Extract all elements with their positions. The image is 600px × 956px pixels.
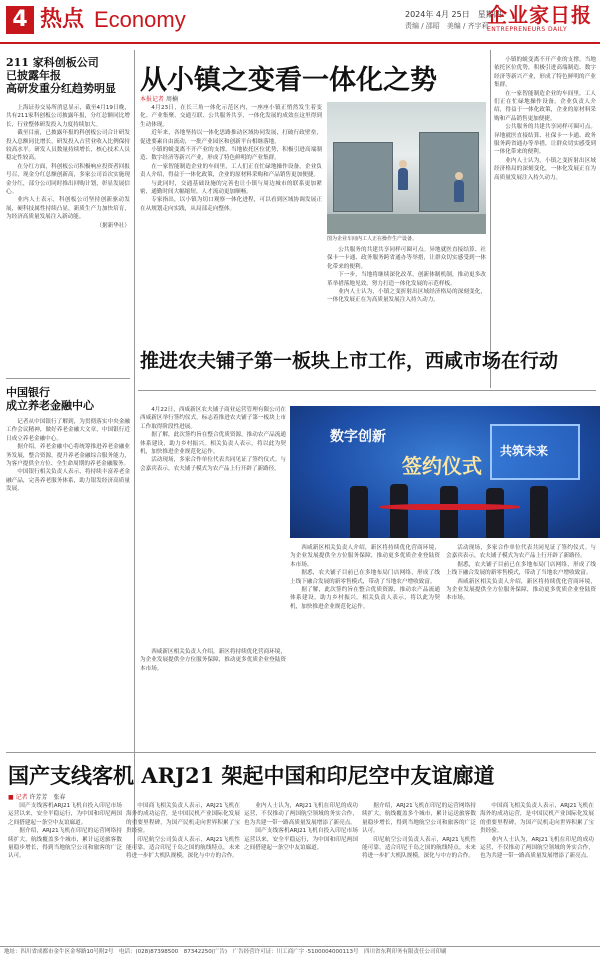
byline-tag: 本报记者 — [140, 96, 165, 103]
article-divider — [138, 390, 596, 391]
third-body-col4 — [362, 802, 476, 942]
person — [350, 486, 368, 538]
third-body-col5 — [480, 802, 594, 942]
third-body-col2 — [126, 802, 240, 942]
second-body-col2 — [290, 544, 440, 744]
third-paragraph: 印尼航空公司负责人表示，ARJ21飞机性能可靠，适合印尼千岛之国的航线特点，未来将进一步扩大机队规模，深化与中方的合作。 — [126, 836, 240, 860]
sidebar1-paragraph: 业内人士表示，科创板公司坚持创新驱动发展，硬科技属性持续凸显，新质生产力加快培育，为经济高质量发展注入新动能。 — [6, 197, 130, 221]
sidebar1-body — [6, 104, 130, 374]
paper-logo-en: ENTREPRENEURS DAILY — [487, 26, 568, 33]
sidebar1-signature: （据新华社） — [96, 222, 130, 229]
page-number-badge: 4 — [6, 6, 34, 34]
main-body-col3 — [494, 56, 596, 386]
third-paragraph: 据介绍，ARJ21飞机在印尼的运营网络持续扩大，航线覆盖多个城市，累计运送旅客数量稳步增长，得到当地航空公司和旅客的广泛认可。 — [362, 803, 476, 835]
worker-head — [455, 172, 463, 180]
main-byline — [140, 94, 178, 103]
main-paragraph: 专家指出，以小镇为切口观察一体化进程，可以看到区域协调发展正在从规划走向实践，从局部走向整体。 — [140, 197, 322, 212]
sidebar2-paragraph: 记者从中国银行了解到，为贯彻落实中央金融工作会议精神，做好养老金融大文章，中国银行近日成立养老金融中心。 — [6, 419, 130, 442]
sidebar-divider — [6, 378, 130, 379]
main-paragraph: 公共服务的共建共享同样可圈可点。异地就医直接结算、社保卡一卡通、政务服务跨省通办等举措，让群众切实感受到一体化带来的便利。 — [494, 124, 596, 156]
main-headline: 从小镇之变看一体化之势 — [140, 65, 437, 96]
third-paragraph: 国产支线客机ARJ21飞机自投入印尼市场运营以来，安全平稳运行，为中国和印尼两国之间搭建起一条空中友谊廊道。 — [244, 828, 358, 852]
column-rule — [490, 50, 491, 388]
main-paragraph: 下一步，当地将继续深化改革，创新体制机制，推动更多改革举措落地见效，努力打造一体化发展的示范样板。 — [327, 272, 486, 287]
person — [530, 486, 548, 538]
main-body-col1 — [140, 104, 322, 386]
person — [390, 484, 408, 538]
stage-text: 共筑未来 — [500, 444, 549, 458]
section-title-en: Economy — [94, 7, 186, 32]
issue-date: 2024年 4月 25日 星期四 — [405, 10, 502, 19]
sidebar2-paragraph: 据介绍，养老金融中心将统筹推进养老金融业务发展，整合资源，提升养老金融综合服务能力，为客户提供全方位、全生命周期的养老金融服务。 — [6, 444, 130, 468]
article-divider — [6, 752, 596, 753]
factory-photo-caption: 图为企业车间内工人正在操作生产设备。 — [327, 236, 418, 242]
second-paragraph: 活动现场，多家合作单位代表共同见证了签约仪式。与会嘉宾表示，农夫铺子模式为农产品上行开辟了新路径。 — [140, 457, 286, 472]
second-headline: 推进农夫铺子第一板块上市工作，西咸市场在行动 — [140, 350, 559, 372]
sidebar1-title-line: 高研发重分红趋势明显 — [6, 82, 116, 96]
stage-text: 签约仪式 — [402, 454, 482, 478]
ceremony-photo — [290, 406, 600, 538]
third-byline — [8, 792, 66, 801]
byline-name: 许芳芳 张春 — [29, 794, 66, 801]
second-paragraph: 据了解，此次签约旨在整合优质资源，推动农产品流通体系建设，助力乡村振兴。相关负责人表示，将以此为契机，加快推进企业规范化运作。 — [140, 432, 286, 456]
worker — [454, 180, 464, 202]
third-body-col1 — [8, 802, 122, 942]
main-paragraph: 4月23日，在长三角一体化示范区内，一座座小镇正悄然发生着变化。产业集聚、交通互联、公共服务共享，一体化发展的成效在这里得到生动体现。 — [140, 105, 322, 128]
second-paragraph: 活动现场，多家合作单位代表共同见证了签约仪式。与会嘉宾表示，农夫铺子模式为农产品上行开辟了新路径。 — [446, 545, 596, 560]
machine — [419, 132, 479, 212]
red-ribbon — [380, 504, 520, 510]
sidebar1-paragraph: 截至目前，已披露年报的科创板公司合计研发投入总额同比增长，研发投入占营业收入比例保持较高水平。研发人员数量持续增长，核心技术人员稳定性较高。 — [6, 130, 130, 162]
page-footer: 地址：四川省成都市金牛区金琴路10号附2号 电话：(028)87398500 87342250(广告) 广告经营许可证：川工商广字 ·5100004000113号 四川省东利印务有限责任公司印刷 — [0, 946, 600, 956]
header-rule — [0, 42, 600, 44]
second-body-col1 — [140, 406, 286, 642]
worker-head — [399, 160, 407, 168]
editor-credits: 责编 / 邵昭 美编 / 齐宇莉 — [405, 22, 489, 30]
main-paragraph: 近年来，各地坚持以一体化思路推动区域协同发展，打破行政壁垒，促进要素自由流动，一批产业园区和创新平台相继落地。 — [140, 130, 322, 145]
main-paragraph: 小镇的蜕变离不开产业的支撑。当地依托区位优势，积极引进高端制造、数字经济等新兴产业，形成了特色鲜明的产业集群。 — [140, 147, 322, 162]
machine — [333, 142, 393, 212]
column-rule — [134, 50, 135, 850]
second-paragraph: 西咸新区相关负责人介绍，新区将持续优化营商环境，为企业发展提供全方位服务保障，推动更多优质企业登陆资本市场。 — [446, 578, 596, 602]
sidebar2-title — [6, 386, 130, 412]
third-paragraph: 业内人士认为，ARJ21飞机在印尼的成功运营，不仅推动了两国航空领域的务实合作，也为共建一带一路高质量发展增添了新亮点。 — [480, 836, 594, 860]
second-paragraph: 西咸新区相关负责人介绍，新区将持续优化营商环境，为企业发展提供全方位服务保障，推动更多优质企业登陆资本市场。 — [140, 649, 286, 672]
byline-tag: ■ 记者 — [8, 794, 28, 801]
person — [440, 486, 458, 538]
person — [486, 488, 504, 538]
worker — [398, 168, 408, 190]
second-paragraph: 据了解，此次签约旨在整合优质资源，推动农产品流通体系建设，助力乡村振兴。相关负责人表示，将以此为契机，加快推进企业规范化运作。 — [290, 587, 440, 610]
sidebar1-title-line: 211 家科创板公司 — [6, 56, 99, 69]
second-body-col1b — [140, 648, 286, 746]
main-paragraph: 业内人士认为，小镇之变折射出区域经济格局的深刻变化，一体化发展正在为高质量发展注入持久动力。 — [327, 289, 486, 304]
sidebar2-title-line: 成立养老金融中心 — [6, 399, 94, 413]
second-body-col3 — [446, 544, 596, 744]
third-paragraph: 中国商飞相关负责人表示，ARJ21飞机在海外的成功运营，是中国民机产业国际化发展的重要里程碑，为国产民机走向世界积累了宝贵经验。 — [126, 803, 240, 835]
third-paragraph: 印尼航空公司负责人表示，ARJ21飞机性能可靠，适合印尼千岛之国的航线特点，未来将进一步扩大机队规模，深化与中方的合作。 — [362, 836, 476, 860]
second-paragraph: 4月22日，西咸新区农夫铺子商业运营管理有限公司在西咸新区举行签约仪式，标志着推进农夫铺子第一板块上市工作取得阶段性进展。 — [140, 407, 286, 430]
sidebar1-title — [6, 56, 130, 96]
third-body-col3 — [244, 802, 358, 942]
sidebar1-paragraph: 上海证券交易所消息显示，截至4月19日晚，共有211家科创板公司披露年报，分红总额同比增长，行业整体研发投入力度持续加大。 — [6, 105, 130, 128]
main-paragraph: 在一家智能制造企业的车间里，工人们正在忙碌地操作设备。企业负责人介绍，得益于一体化政策，企业的原材料采购和产品销售更加便捷。 — [140, 163, 322, 179]
section-title: 热点 — [40, 7, 85, 32]
sidebar1-paragraph: 在分红方面，科创板公司积极响应投资者回报号召，现金分红总额创新高，多家公司首次实施现金分红，部分公司同时推出回购计划，彰显发展信心。 — [6, 163, 130, 196]
sidebar2-title-line: 中国银行 — [6, 386, 50, 399]
main-paragraph: 业内人士认为，小镇之变折射出区域经济格局的深刻变化，一体化发展正在为高质量发展注入持久动力。 — [494, 157, 596, 181]
third-headline: 国产支线客机 ARJ21 架起中国和印尼空中友谊廊道 — [8, 763, 495, 788]
third-paragraph: 中国商飞相关负责人表示，ARJ21飞机在海外的成功运营，是中国民机产业国际化发展的重要里程碑，为国产民机走向世界积累了宝贵经验。 — [480, 803, 594, 835]
third-paragraph: 据介绍，ARJ21飞机在印尼的运营网络持续扩大，航线覆盖多个城市，累计运送旅客数量稳步增长，得到当地航空公司和旅客的广泛认可。 — [8, 828, 122, 860]
sidebar2-paragraph: 中国银行相关负责人表示，将持续丰富养老金融产品，完善养老服务体系，助力银发经济高质量发展。 — [6, 469, 130, 493]
main-paragraph: 公共服务的共建共享同样可圈可点。异地就医直接结算、社保卡一卡通、政务服务跨省通办等举措，让群众切实感受到一体化带来的便利。 — [327, 247, 486, 270]
third-paragraph: 国产支线客机ARJ21飞机自投入印尼市场运营以来，安全平稳运行，为中国和印尼两国之间搭建起一条空中友谊廊道。 — [8, 803, 122, 826]
masthead — [0, 0, 600, 44]
second-paragraph: 据悉，农夫铺子目前已在多地布局门店网络，形成了线上线下融合发展的新零售模式，带动了当地农户增收致富。 — [446, 561, 596, 577]
main-paragraph: 与此同时，交通基础设施的完善也让小镇与周边城市的联系更加紧密，通勤时间大幅缩短，人才流动更加顺畅。 — [140, 180, 322, 196]
factory-photo — [327, 102, 486, 234]
second-paragraph: 据悉，农夫铺子目前已在多地布局门店网络，形成了线上线下融合发展的新零售模式，带动了当地农户增收致富。 — [290, 570, 440, 585]
byline-name: 周楠 — [165, 96, 178, 103]
sidebar1-title-line: 已披露年报 — [6, 69, 61, 83]
main-paragraph: 在一家智能制造企业的车间里，工人们正在忙碌地操作设备。企业负责人介绍，得益于一体化政策，企业的原材料采购和产品销售更加便捷。 — [494, 90, 596, 122]
stage-text: 数字创新 — [330, 429, 386, 445]
main-paragraph: 小镇的蜕变离不开产业的支撑。当地依托区位优势，积极引进高端制造、数字经济等新兴产业，形成了特色鲜明的产业集群。 — [494, 57, 596, 89]
third-paragraph: 业内人士认为，ARJ21飞机在印尼的成功运营，不仅推动了两国航空领域的务实合作，也为共建一带一路高质量发展增添了新亮点。 — [244, 803, 358, 826]
paper-logo: 企业家日报 — [487, 3, 592, 27]
floor — [327, 214, 486, 234]
second-paragraph: 西咸新区相关负责人介绍，新区将持续优化营商环境，为企业发展提供全方位服务保障，推动更多优质企业登陆资本市场。 — [290, 545, 440, 568]
